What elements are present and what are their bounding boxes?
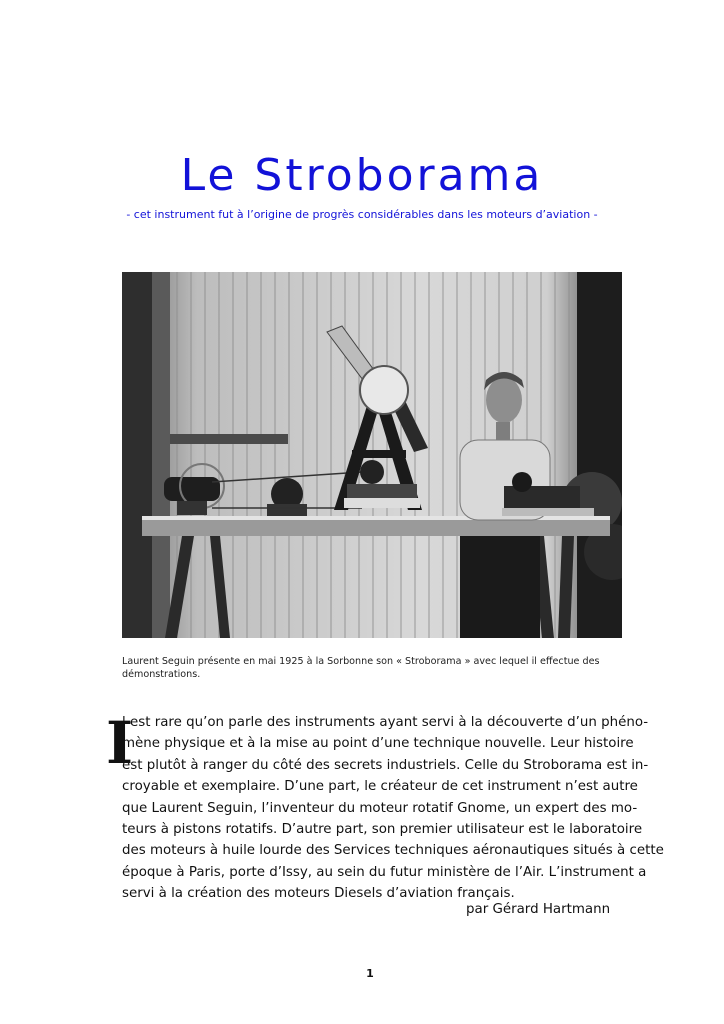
page-subtitle: - cet instrument fut à l’origine de progrès considérables dans les moteurs d’aviation -: [126, 208, 598, 221]
text-line: teurs à pistons rotatifs. D’autre part, son premier utilisateur est le laboratoire: [122, 822, 643, 838]
article-paragraph: [106, 709, 664, 905]
text-line: croyable et exemplaire. D’une part, le créateur de cet instrument n’est autre: [122, 779, 638, 795]
text-line: mène physique et à la mise au point d’une technique nouvelle. Leur histoire: [122, 736, 634, 752]
text-line: est plutôt à ranger du côté des secrets industriels. Celle du Stroborama est in-: [122, 757, 649, 773]
text-line: des moteurs à huile lourde des Services techniques aéronautiques situés à cette: [122, 843, 664, 859]
historical-photo: [122, 272, 622, 638]
drop-cap: I: [106, 709, 134, 777]
page-number: 1: [366, 967, 374, 980]
text-line: époque à Paris, porte d’Issy, au sein du futur ministère de l’Air. L’instrument a: [122, 864, 647, 880]
article-body: [106, 709, 664, 905]
page-title: Le Stroborama: [180, 150, 544, 201]
text-line: servi à la création des moteurs Diesels d’aviation français.: [122, 886, 515, 902]
figure-caption: Laurent Seguin présente en mai 1925 à la Sorbonne son « Stroborama » avec lequel il effectue des démonstrations.: [122, 656, 600, 680]
text-line: l est rare qu’on parle des instruments ayant servi à la découverte d’un phéno-: [122, 715, 649, 730]
author-byline: par Gérard Hartmann: [466, 902, 611, 917]
text-line: que Laurent Seguin, l’inventeur du moteur rotatif Gnome, un expert des mo-: [122, 800, 638, 816]
